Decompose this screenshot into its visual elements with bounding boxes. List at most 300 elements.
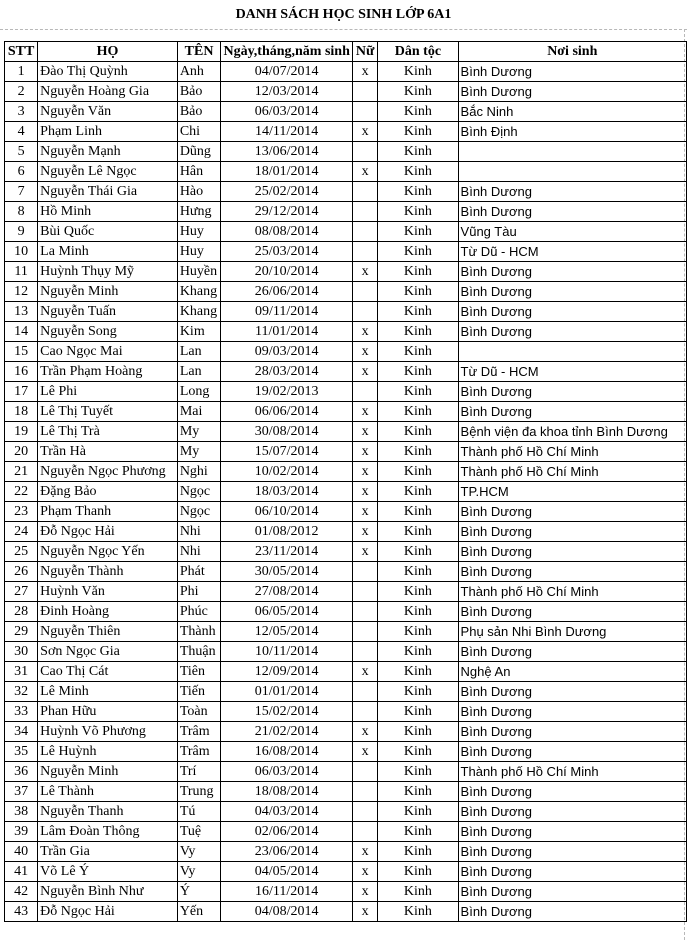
cell-ho[interactable]: Đỗ Ngọc Hải	[38, 902, 178, 922]
cell-stt[interactable]: 42	[5, 882, 38, 902]
cell-ngay-sinh[interactable]: 14/11/2014	[221, 122, 353, 142]
cell-ten[interactable]: Phát	[177, 562, 220, 582]
cell-nu[interactable]: x	[353, 482, 378, 502]
cell-dan-toc[interactable]: Kinh	[378, 142, 458, 162]
cell-ho[interactable]: Cao Ngọc Mai	[38, 342, 178, 362]
cell-noi-sinh[interactable]: Bình Dương	[458, 282, 686, 302]
cell-nu[interactable]	[353, 182, 378, 202]
cell-ten[interactable]: Yến	[177, 902, 220, 922]
cell-ten[interactable]: Thuận	[177, 642, 220, 662]
cell-ten[interactable]: Chi	[177, 122, 220, 142]
cell-stt[interactable]: 43	[5, 902, 38, 922]
cell-dan-toc[interactable]: Kinh	[378, 82, 458, 102]
header-ngay-sinh[interactable]: Ngày,tháng,năm sinh	[221, 42, 353, 62]
cell-nu[interactable]: x	[353, 322, 378, 342]
cell-ho[interactable]: Lê Thị Trà	[38, 422, 178, 442]
cell-nu[interactable]	[353, 822, 378, 842]
cell-noi-sinh[interactable]: Bình Dương	[458, 902, 686, 922]
cell-ngay-sinh[interactable]: 06/10/2014	[221, 502, 353, 522]
cell-noi-sinh[interactable]: Bình Dương	[458, 522, 686, 542]
cell-ten[interactable]: Khang	[177, 282, 220, 302]
cell-noi-sinh[interactable]: Bình Dương	[458, 82, 686, 102]
header-ten[interactable]: TÊN	[177, 42, 220, 62]
cell-dan-toc[interactable]: Kinh	[378, 702, 458, 722]
cell-nu[interactable]	[353, 222, 378, 242]
cell-stt[interactable]: 40	[5, 842, 38, 862]
cell-nu[interactable]: x	[353, 122, 378, 142]
cell-noi-sinh[interactable]: Bình Dương	[458, 642, 686, 662]
cell-ten[interactable]: Mai	[177, 402, 220, 422]
cell-ho[interactable]: Phạm Thanh	[38, 502, 178, 522]
cell-noi-sinh[interactable]: Bình Dương	[458, 382, 686, 402]
cell-ten[interactable]: Trâm	[177, 722, 220, 742]
cell-nu[interactable]: x	[353, 902, 378, 922]
cell-stt[interactable]: 15	[5, 342, 38, 362]
cell-stt[interactable]: 17	[5, 382, 38, 402]
cell-ngay-sinh[interactable]: 13/06/2014	[221, 142, 353, 162]
cell-ten[interactable]: Huy	[177, 222, 220, 242]
cell-stt[interactable]: 27	[5, 582, 38, 602]
cell-noi-sinh[interactable]: Bình Dương	[458, 702, 686, 722]
cell-nu[interactable]: x	[353, 522, 378, 542]
cell-ngay-sinh[interactable]: 16/08/2014	[221, 742, 353, 762]
cell-ngay-sinh[interactable]: 29/12/2014	[221, 202, 353, 222]
cell-dan-toc[interactable]: Kinh	[378, 662, 458, 682]
cell-dan-toc[interactable]: Kinh	[378, 502, 458, 522]
cell-ho[interactable]: La Minh	[38, 242, 178, 262]
cell-nu[interactable]: x	[353, 542, 378, 562]
cell-stt[interactable]: 7	[5, 182, 38, 202]
cell-ngay-sinh[interactable]: 12/09/2014	[221, 662, 353, 682]
cell-ten[interactable]: Huyền	[177, 262, 220, 282]
cell-ngay-sinh[interactable]: 27/08/2014	[221, 582, 353, 602]
cell-dan-toc[interactable]: Kinh	[378, 882, 458, 902]
cell-ngay-sinh[interactable]: 09/03/2014	[221, 342, 353, 362]
cell-ngay-sinh[interactable]: 08/08/2014	[221, 222, 353, 242]
cell-ngay-sinh[interactable]: 06/06/2014	[221, 402, 353, 422]
cell-ho[interactable]: Đinh Hoàng	[38, 602, 178, 622]
cell-nu[interactable]	[353, 202, 378, 222]
cell-nu[interactable]: x	[353, 402, 378, 422]
cell-stt[interactable]: 13	[5, 302, 38, 322]
cell-stt[interactable]: 12	[5, 282, 38, 302]
cell-ngay-sinh[interactable]: 30/05/2014	[221, 562, 353, 582]
cell-ten[interactable]: Trung	[177, 782, 220, 802]
sheet-title[interactable]: DANH SÁCH HỌC SINH LỚP 6A1	[235, 7, 452, 22]
cell-noi-sinh[interactable]: Thành phố Hồ Chí Minh	[458, 582, 686, 602]
cell-stt[interactable]: 30	[5, 642, 38, 662]
cell-stt[interactable]: 23	[5, 502, 38, 522]
cell-ten[interactable]: Ngọc	[177, 502, 220, 522]
cell-ho[interactable]: Bùi Quốc	[38, 222, 178, 242]
cell-ho[interactable]: Võ Lê Ý	[38, 862, 178, 882]
cell-ho[interactable]: Nguyễn Mạnh	[38, 142, 178, 162]
cell-ngay-sinh[interactable]: 01/08/2012	[221, 522, 353, 542]
cell-noi-sinh[interactable]: Bình Dương	[458, 302, 686, 322]
cell-ngay-sinh[interactable]: 09/11/2014	[221, 302, 353, 322]
cell-dan-toc[interactable]: Kinh	[378, 262, 458, 282]
header-ho[interactable]: HỌ	[38, 42, 178, 62]
cell-dan-toc[interactable]: Kinh	[378, 682, 458, 702]
cell-nu[interactable]: x	[353, 342, 378, 362]
cell-ngay-sinh[interactable]: 30/08/2014	[221, 422, 353, 442]
cell-stt[interactable]: 31	[5, 662, 38, 682]
cell-ho[interactable]: Lê Phi	[38, 382, 178, 402]
cell-dan-toc[interactable]: Kinh	[378, 622, 458, 642]
cell-ten[interactable]: Khang	[177, 302, 220, 322]
cell-stt[interactable]: 34	[5, 722, 38, 742]
cell-ten[interactable]: Lan	[177, 362, 220, 382]
cell-dan-toc[interactable]: Kinh	[378, 362, 458, 382]
cell-ngay-sinh[interactable]: 25/02/2014	[221, 182, 353, 202]
cell-ten[interactable]: Toàn	[177, 702, 220, 722]
cell-ngay-sinh[interactable]: 15/02/2014	[221, 702, 353, 722]
header-nu[interactable]: Nữ	[353, 42, 378, 62]
cell-ho[interactable]: Huỳnh Văn	[38, 582, 178, 602]
cell-ngay-sinh[interactable]: 23/06/2014	[221, 842, 353, 862]
cell-nu[interactable]: x	[353, 262, 378, 282]
cell-dan-toc[interactable]: Kinh	[378, 242, 458, 262]
cell-ten[interactable]: Lan	[177, 342, 220, 362]
cell-dan-toc[interactable]: Kinh	[378, 742, 458, 762]
cell-ten[interactable]: Trí	[177, 762, 220, 782]
cell-noi-sinh[interactable]: Vũng Tàu	[458, 222, 686, 242]
cell-nu[interactable]	[353, 762, 378, 782]
cell-noi-sinh[interactable]: Bình Dương	[458, 842, 686, 862]
cell-nu[interactable]: x	[353, 62, 378, 82]
cell-ho[interactable]: Hồ Minh	[38, 202, 178, 222]
cell-nu[interactable]	[353, 562, 378, 582]
cell-ho[interactable]: Nguyễn Bình Như	[38, 882, 178, 902]
cell-stt[interactable]: 26	[5, 562, 38, 582]
cell-stt[interactable]: 19	[5, 422, 38, 442]
cell-dan-toc[interactable]: Kinh	[378, 442, 458, 462]
cell-noi-sinh[interactable]: Bình Dương	[458, 882, 686, 902]
cell-ngay-sinh[interactable]: 18/03/2014	[221, 482, 353, 502]
cell-dan-toc[interactable]: Kinh	[378, 122, 458, 142]
cell-nu[interactable]	[353, 602, 378, 622]
cell-dan-toc[interactable]: Kinh	[378, 62, 458, 82]
cell-ten[interactable]: Hưng	[177, 202, 220, 222]
cell-ho[interactable]: Nguyễn Thái Gia	[38, 182, 178, 202]
cell-ngay-sinh[interactable]: 12/03/2014	[221, 82, 353, 102]
cell-noi-sinh[interactable]: Bình Dương	[458, 562, 686, 582]
cell-nu[interactable]: x	[353, 842, 378, 862]
cell-stt[interactable]: 4	[5, 122, 38, 142]
cell-noi-sinh[interactable]: Bình Dương	[458, 822, 686, 842]
cell-nu[interactable]: x	[353, 882, 378, 902]
cell-noi-sinh[interactable]: Phụ sản Nhi Bình Dương	[458, 622, 686, 642]
cell-ho[interactable]: Nguyễn Ngọc Phương	[38, 462, 178, 482]
cell-ngay-sinh[interactable]: 26/06/2014	[221, 282, 353, 302]
cell-nu[interactable]: x	[353, 742, 378, 762]
cell-ho[interactable]: Lê Huỳnh	[38, 742, 178, 762]
cell-ho[interactable]: Lê Thành	[38, 782, 178, 802]
cell-noi-sinh[interactable]: Thành phố Hồ Chí Minh	[458, 462, 686, 482]
cell-ten[interactable]: Nhi	[177, 542, 220, 562]
cell-stt[interactable]: 37	[5, 782, 38, 802]
cell-ten[interactable]: Dũng	[177, 142, 220, 162]
cell-stt[interactable]: 39	[5, 822, 38, 842]
cell-ngay-sinh[interactable]: 21/02/2014	[221, 722, 353, 742]
cell-ten[interactable]: Tiến	[177, 682, 220, 702]
cell-ngay-sinh[interactable]: 10/02/2014	[221, 462, 353, 482]
cell-noi-sinh[interactable]	[458, 142, 686, 162]
cell-stt[interactable]: 41	[5, 862, 38, 882]
cell-ten[interactable]: Huy	[177, 242, 220, 262]
cell-ngay-sinh[interactable]: 15/07/2014	[221, 442, 353, 462]
cell-stt[interactable]: 28	[5, 602, 38, 622]
cell-stt[interactable]: 22	[5, 482, 38, 502]
cell-stt[interactable]: 10	[5, 242, 38, 262]
cell-stt[interactable]: 5	[5, 142, 38, 162]
cell-nu[interactable]: x	[353, 862, 378, 882]
cell-dan-toc[interactable]: Kinh	[378, 322, 458, 342]
cell-dan-toc[interactable]: Kinh	[378, 402, 458, 422]
cell-stt[interactable]: 32	[5, 682, 38, 702]
cell-dan-toc[interactable]: Kinh	[378, 562, 458, 582]
cell-nu[interactable]: x	[353, 662, 378, 682]
cell-dan-toc[interactable]: Kinh	[378, 222, 458, 242]
cell-ho[interactable]: Cao Thị Cát	[38, 662, 178, 682]
cell-dan-toc[interactable]: Kinh	[378, 302, 458, 322]
cell-ho[interactable]: Đào Thị Quỳnh	[38, 62, 178, 82]
cell-dan-toc[interactable]: Kinh	[378, 202, 458, 222]
cell-noi-sinh[interactable]: Bình Dương	[458, 502, 686, 522]
cell-ho[interactable]: Trần Gia	[38, 842, 178, 862]
cell-dan-toc[interactable]: Kinh	[378, 842, 458, 862]
cell-nu[interactable]	[353, 702, 378, 722]
cell-dan-toc[interactable]: Kinh	[378, 342, 458, 362]
cell-noi-sinh[interactable]: Bình Dương	[458, 182, 686, 202]
cell-noi-sinh[interactable]: Bắc Ninh	[458, 102, 686, 122]
cell-stt[interactable]: 29	[5, 622, 38, 642]
cell-noi-sinh[interactable]	[458, 162, 686, 182]
cell-ho[interactable]: Nguyễn Minh	[38, 762, 178, 782]
cell-ngay-sinh[interactable]: 20/10/2014	[221, 262, 353, 282]
cell-nu[interactable]	[353, 782, 378, 802]
cell-ngay-sinh[interactable]: 04/03/2014	[221, 802, 353, 822]
cell-dan-toc[interactable]: Kinh	[378, 162, 458, 182]
cell-nu[interactable]: x	[353, 502, 378, 522]
cell-noi-sinh[interactable]: Bình Dương	[458, 782, 686, 802]
cell-dan-toc[interactable]: Kinh	[378, 382, 458, 402]
cell-ten[interactable]: Ngọc	[177, 482, 220, 502]
cell-stt[interactable]: 6	[5, 162, 38, 182]
cell-ten[interactable]: My	[177, 422, 220, 442]
cell-ngay-sinh[interactable]: 16/11/2014	[221, 882, 353, 902]
cell-nu[interactable]: x	[353, 162, 378, 182]
cell-ho[interactable]: Nguyễn Minh	[38, 282, 178, 302]
cell-dan-toc[interactable]: Kinh	[378, 762, 458, 782]
cell-ten[interactable]: Ý	[177, 882, 220, 902]
cell-dan-toc[interactable]: Kinh	[378, 522, 458, 542]
cell-noi-sinh[interactable]: Bình Dương	[458, 542, 686, 562]
cell-dan-toc[interactable]: Kinh	[378, 582, 458, 602]
cell-noi-sinh[interactable]: Thành phố Hồ Chí Minh	[458, 442, 686, 462]
cell-nu[interactable]	[353, 102, 378, 122]
cell-ngay-sinh[interactable]: 04/08/2014	[221, 902, 353, 922]
cell-ho[interactable]: Nguyễn Thanh	[38, 802, 178, 822]
cell-stt[interactable]: 35	[5, 742, 38, 762]
cell-ngay-sinh[interactable]: 23/11/2014	[221, 542, 353, 562]
cell-stt[interactable]: 16	[5, 362, 38, 382]
cell-ngay-sinh[interactable]: 04/05/2014	[221, 862, 353, 882]
cell-stt[interactable]: 36	[5, 762, 38, 782]
cell-dan-toc[interactable]: Kinh	[378, 782, 458, 802]
cell-nu[interactable]	[353, 142, 378, 162]
cell-ten[interactable]: Trâm	[177, 742, 220, 762]
cell-stt[interactable]: 9	[5, 222, 38, 242]
cell-noi-sinh[interactable]: Bình Dương	[458, 802, 686, 822]
cell-ho[interactable]: Đỗ Ngọc Hải	[38, 522, 178, 542]
cell-dan-toc[interactable]: Kinh	[378, 822, 458, 842]
cell-dan-toc[interactable]: Kinh	[378, 102, 458, 122]
cell-nu[interactable]	[353, 382, 378, 402]
cell-ten[interactable]: Bảo	[177, 102, 220, 122]
cell-ngay-sinh[interactable]: 11/01/2014	[221, 322, 353, 342]
cell-dan-toc[interactable]: Kinh	[378, 602, 458, 622]
cell-nu[interactable]	[353, 82, 378, 102]
cell-noi-sinh[interactable]: Bình Dương	[458, 722, 686, 742]
cell-ho[interactable]: Phạm Linh	[38, 122, 178, 142]
cell-noi-sinh[interactable]: Bệnh viện đa khoa tỉnh Bình Dương	[458, 422, 686, 442]
cell-ten[interactable]: Phi	[177, 582, 220, 602]
cell-ho[interactable]: Huỳnh Thụy Mỹ	[38, 262, 178, 282]
cell-stt[interactable]: 33	[5, 702, 38, 722]
cell-ten[interactable]: Hân	[177, 162, 220, 182]
cell-nu[interactable]: x	[353, 422, 378, 442]
cell-dan-toc[interactable]: Kinh	[378, 542, 458, 562]
cell-noi-sinh[interactable]: Thành phố Hồ Chí Minh	[458, 762, 686, 782]
cell-dan-toc[interactable]: Kinh	[378, 642, 458, 662]
cell-noi-sinh[interactable]: Bình Dương	[458, 62, 686, 82]
cell-dan-toc[interactable]: Kinh	[378, 282, 458, 302]
cell-noi-sinh[interactable]: Bình Dương	[458, 402, 686, 422]
cell-ho[interactable]: Nguyễn Song	[38, 322, 178, 342]
cell-ho[interactable]: Sơn Ngọc Gia	[38, 642, 178, 662]
cell-noi-sinh[interactable]: Từ Dũ - HCM	[458, 362, 686, 382]
cell-dan-toc[interactable]: Kinh	[378, 862, 458, 882]
cell-ten[interactable]: Bảo	[177, 82, 220, 102]
cell-stt[interactable]: 2	[5, 82, 38, 102]
cell-stt[interactable]: 14	[5, 322, 38, 342]
cell-dan-toc[interactable]: Kinh	[378, 462, 458, 482]
cell-ho[interactable]: Trần Phạm Hoàng	[38, 362, 178, 382]
cell-ngay-sinh[interactable]: 18/08/2014	[221, 782, 353, 802]
cell-ngay-sinh[interactable]: 10/11/2014	[221, 642, 353, 662]
cell-ngay-sinh[interactable]: 18/01/2014	[221, 162, 353, 182]
cell-ten[interactable]: Nhi	[177, 522, 220, 542]
cell-ten[interactable]: Phúc	[177, 602, 220, 622]
cell-stt[interactable]: 3	[5, 102, 38, 122]
cell-dan-toc[interactable]: Kinh	[378, 722, 458, 742]
header-dan-toc[interactable]: Dân tộc	[378, 42, 458, 62]
cell-ho[interactable]: Lê Thị Tuyết	[38, 402, 178, 422]
cell-stt[interactable]: 21	[5, 462, 38, 482]
cell-ho[interactable]: Nguyễn Thiên	[38, 622, 178, 642]
cell-ho[interactable]: Đặng Bảo	[38, 482, 178, 502]
cell-nu[interactable]	[353, 282, 378, 302]
cell-stt[interactable]: 8	[5, 202, 38, 222]
cell-dan-toc[interactable]: Kinh	[378, 182, 458, 202]
cell-ngay-sinh[interactable]: 04/07/2014	[221, 62, 353, 82]
cell-noi-sinh[interactable]: Bình Dương	[458, 682, 686, 702]
cell-ten[interactable]: My	[177, 442, 220, 462]
cell-dan-toc[interactable]: Kinh	[378, 482, 458, 502]
cell-ten[interactable]: Anh	[177, 62, 220, 82]
cell-noi-sinh[interactable]: Từ Dũ - HCM	[458, 242, 686, 262]
cell-ngay-sinh[interactable]: 06/05/2014	[221, 602, 353, 622]
cell-noi-sinh[interactable]	[458, 342, 686, 362]
cell-ho[interactable]: Trần Hà	[38, 442, 178, 462]
cell-ho[interactable]: Nguyễn Tuấn	[38, 302, 178, 322]
cell-nu[interactable]	[353, 242, 378, 262]
cell-ho[interactable]: Lê Minh	[38, 682, 178, 702]
header-noi-sinh[interactable]: Nơi sinh	[458, 42, 686, 62]
cell-stt[interactable]: 20	[5, 442, 38, 462]
cell-nu[interactable]	[353, 302, 378, 322]
cell-ten[interactable]: Vy	[177, 842, 220, 862]
cell-ho[interactable]: Huỳnh Võ Phương	[38, 722, 178, 742]
cell-ten[interactable]: Kim	[177, 322, 220, 342]
cell-ho[interactable]: Nguyễn Thành	[38, 562, 178, 582]
cell-dan-toc[interactable]: Kinh	[378, 902, 458, 922]
cell-nu[interactable]	[353, 802, 378, 822]
cell-stt[interactable]: 11	[5, 262, 38, 282]
cell-ngay-sinh[interactable]: 02/06/2014	[221, 822, 353, 842]
cell-ngay-sinh[interactable]: 12/05/2014	[221, 622, 353, 642]
cell-ho[interactable]: Nguyễn Ngọc Yến	[38, 542, 178, 562]
cell-ngay-sinh[interactable]: 25/03/2014	[221, 242, 353, 262]
cell-ho[interactable]: Nguyễn Lê Ngọc	[38, 162, 178, 182]
cell-nu[interactable]	[353, 622, 378, 642]
cell-noi-sinh[interactable]: Bình Dương	[458, 742, 686, 762]
cell-noi-sinh[interactable]: Bình Dương	[458, 202, 686, 222]
cell-ten[interactable]: Tiên	[177, 662, 220, 682]
cell-stt[interactable]: 25	[5, 542, 38, 562]
cell-nu[interactable]: x	[353, 462, 378, 482]
cell-nu[interactable]	[353, 682, 378, 702]
cell-noi-sinh[interactable]: Bình Dương	[458, 602, 686, 622]
cell-dan-toc[interactable]: Kinh	[378, 802, 458, 822]
cell-ten[interactable]: Hào	[177, 182, 220, 202]
cell-stt[interactable]: 1	[5, 62, 38, 82]
cell-noi-sinh[interactable]: Bình Định	[458, 122, 686, 142]
cell-ten[interactable]: Tuệ	[177, 822, 220, 842]
cell-noi-sinh[interactable]: Nghệ An	[458, 662, 686, 682]
cell-ten[interactable]: Thành	[177, 622, 220, 642]
header-stt[interactable]: STT	[5, 42, 38, 62]
cell-ho[interactable]: Phan Hữu	[38, 702, 178, 722]
cell-ngay-sinh[interactable]: 06/03/2014	[221, 102, 353, 122]
cell-ho[interactable]: Lâm Đoàn Thông	[38, 822, 178, 842]
cell-nu[interactable]: x	[353, 722, 378, 742]
cell-ngay-sinh[interactable]: 01/01/2014	[221, 682, 353, 702]
cell-ten[interactable]: Long	[177, 382, 220, 402]
cell-stt[interactable]: 38	[5, 802, 38, 822]
cell-noi-sinh[interactable]: TP.HCM	[458, 482, 686, 502]
cell-nu[interactable]	[353, 642, 378, 662]
cell-stt[interactable]: 24	[5, 522, 38, 542]
cell-ngay-sinh[interactable]: 06/03/2014	[221, 762, 353, 782]
cell-noi-sinh[interactable]: Bình Dương	[458, 262, 686, 282]
cell-noi-sinh[interactable]: Bình Dương	[458, 322, 686, 342]
cell-ten[interactable]: Vy	[177, 862, 220, 882]
cell-ho[interactable]: Nguyễn Văn	[38, 102, 178, 122]
cell-ten[interactable]: Tú	[177, 802, 220, 822]
cell-ngay-sinh[interactable]: 28/03/2014	[221, 362, 353, 382]
